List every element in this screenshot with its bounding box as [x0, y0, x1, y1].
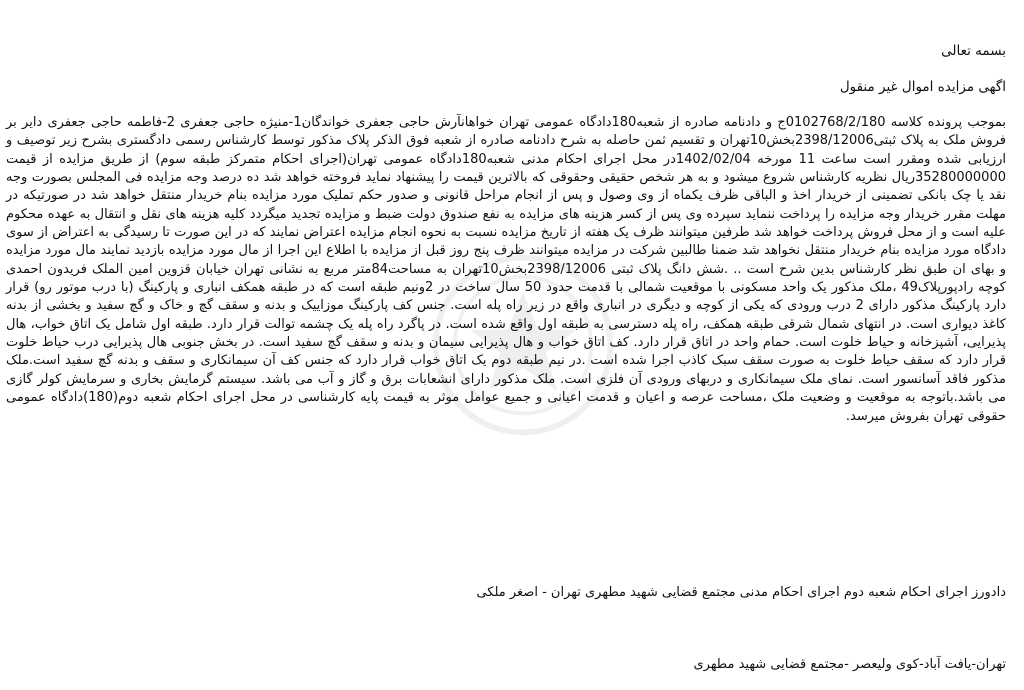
address-line: تهران-یافت آباد-کوی ولیعصر -مجتمع قضایی شهید مطهری: [693, 657, 1006, 672]
signature-line: دادورز اجرای احکام شعبه دوم اجرای احکام مدنی مجتمع قضایی شهید مطهری تهران - اصغر ملکی: [476, 585, 1006, 600]
notice-document: [8, 0, 1016, 690]
notice-title: اگهی مزایده اموال غیر منقول: [839, 79, 1006, 95]
greeting-heading: بسمه تعالی: [941, 43, 1006, 59]
notice-body: بموجب پرونده کلاسه 0102768/2/180ج و دادنامه صادره از شعبه180دادگاه عمومی تهران خواهانآرش حاجی جعفری خواندگان1-منیژه حاجی جعفری 2-فاطمه حاجی جعفری دایر بر فروش ملک به پلاک ثبتی2398/12006بخش10تهران و تقسیم ثمن حاصله به شرح دادنامه صادره از شعبه فوق الذکر پلاک مذکور توسط کارشناس رسمی دادگستری بشرح زیر توصیف و ارزیابی شده ومقرر است ساعت 11 مورخه 1402/02/04در محل اجرای احکام مدنی شعبه180دادگاه عمومی تهران(اجرای احکام متمرکز طبقه سوم) از طریق مزایده از قیمت 35280000000ریال نظریه کارشناس شروع میشود و به هر شخص حقیقی وحقوقی که بالاترین قیمت را پیشنهاد نماید فروخته خواهد شد ده درصد وجه مزایده فی المجلس بصورت وجه نقد یا چک بانکی تضمینی از خریدار اخذ و الباقی ظرف یکماه از وی وصول و پس از انجام مراحل قانونی و صدور حکم تملیک مورد مزایده بنام خریدار منتقل خواهد شد در صورتیکه در مهلت مقرر خریدار وجه مزایده را پرداخت ننماید سپرده وی پس از کسر هزینه های مزایده به نفع صندوق دولت ضبط و مزایده تجدید میگردد کلیه هزینه های نقل و انتقال به عهده محکوم علیه است و از محل فروش پرداخت خواهد شد طرفین میتوانند ظرف یک هفته از تاریخ مزایده نسبت به نحوه انجام مزایده اعتراض نمایند که در این صورت تا رسیدگی به اعتراض از سوی دادگاه مورد مزایده بنام خریدار منتقل نخواهد شد ضمنا طالبین شرکت در مزایده میتوانند ظرف پنج روز قبل از مزایده با اطلاع این اجرا از مال مورد مزایده بازدید نمایند مال مورد مزایده و بهای ان طبق نظر کارشناس بدین شرح است .. .شش دانگ پلاک ثبتی 2398/12006بخش10تهران به مساحت84متر مربع به نشانی تهران خیابان قزوین امین الملک فریدون احمدی کوچه رادپورپلاک49 ،ملک مذکور یک واحد مسکونی با موقعیت شمالی با قدمت حدود 50 سال ساخت در 2ونیم طبقه است که در طبقه همکف انباری و پارکینگ (با درب موتور رو) قرار دارد پارکینگ مذکور دارای 2 درب ورودی که یکی از کوچه و دیگری در انباری واقع در زیر راه پله است. جنس کف پارکینگ موزاییک و بدنه و سقف گچ و خاک و گچ سفید و بخشی از بدنه کاغذ دیواری است. در انتهای شمال شرقی طبقه همکف، راه پله دسترسی به طبقه اول واقع شده است. در پاگرد راه پله یک چشمه توالت قرار دارد. طبقه اول شامل یک اتاق خواب، هال پذیرایی، آشپزخانه و حیاط خلوت است. حمام واحد در اتاق قرار دارد. کف اتاق خواب و هال پذیرایی سیمان و بدنه و سقف گچ سفید است. در بخش جنوبی هال پذیرایی درب حیاط خلوت قرار دارد که سقف حیاط خلوت به صورت سقف سبک کاذب اجرا شده است .در نیم طبقه دوم یک اتاق خواب قرار دارد که جنس کف آن سیمانکاری و سقف و بدنه گچ سفید است.ملک مذکور فاقد آسانسور است. نمای ملک سیمانکاری و دربهای ورودی آن فلزی است. ملک مذکور دارای انشعابات برق و گاز و آب می باشد. سیستم گرمایش بخاری و سرمایش کولر گازی می باشد.باتوجه به موقعیت و وضعیت ملک ،مساحت عرصه و اعیان و قدمت اعیانی و جمیع عوامل موثر به قیمت پایه کارشناسی در محل اجرای احکام شعبه دوم(180)دادگاه عمومی حقوقی تهران بفروش میرسد.: [6, 115, 1007, 424]
